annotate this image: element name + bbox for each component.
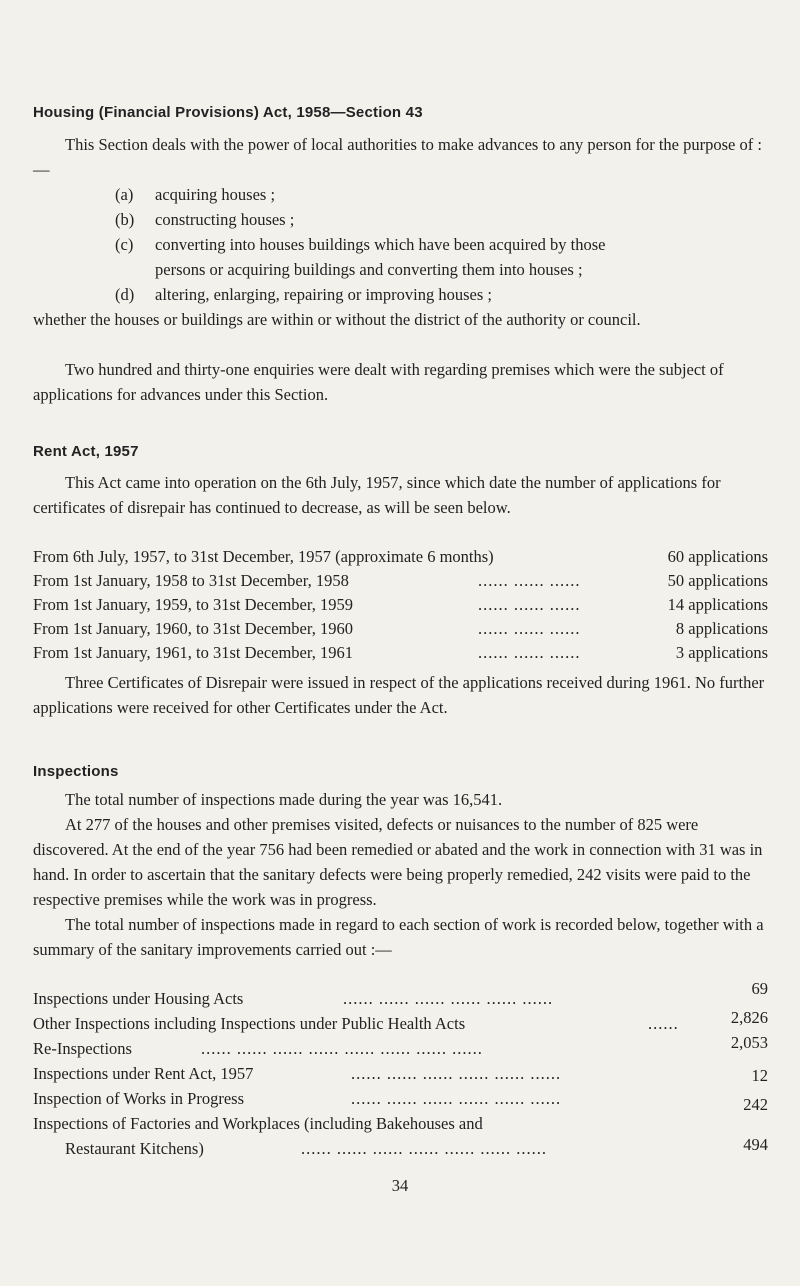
- inspection-row-restaurant-kitchens: Restaurant Kitchens) ...... ...... ...... ...... ...... ...... ...... 494: [65, 1135, 768, 1158]
- purpose-item-d: (d) altering, enlarging, repairing or improving houses ;: [115, 285, 492, 304]
- section-heading-inspections: Inspections: [33, 763, 119, 780]
- inspections-summary-text: The total number of inspections made in regard to each section of work is recorded below, together with a summary of the sanitary improvements carried out :—: [33, 915, 764, 959]
- purpose-item-b: (b) constructing houses ;: [115, 210, 295, 229]
- inspections-defects-text: At 277 of the houses and other premises visited, defects or nuisances to the number of 825 were discovered. At the end of the year 756 had been remedied or abated and the work in connection with 31 was in hand. In order to ascertain that the sanitary defects were being properly remedied, 242 visits were paid to the respective premises while the work was in progress.: [33, 815, 763, 909]
- housing-enquiries-text: Two hundred and thirty-one enquiries were dealt with regarding premises which were the subject of applications for advances under this Section.: [33, 360, 724, 404]
- rent-act-intro-paragraph: [33, 470, 768, 520]
- inspection-row-re-inspections: Re-Inspections ...... ...... ...... ...... ...... ...... ...... ...... 2,053: [33, 1033, 768, 1058]
- inspections-defects-paragraph: [33, 812, 768, 912]
- housing-after-paragraph: whether the houses or buildings are within or without the district of the authority or council.: [33, 310, 641, 329]
- inspection-row-works-in-progress: Inspection of Works in Progress ...... ...... ...... ...... ...... ...... 242: [33, 1089, 768, 1114]
- inspection-row-factories: Inspections of Factories and Workplaces (including Bakehouses and: [33, 1114, 483, 1133]
- inspections-total-text: The total number of inspections made during the year was 16,541.: [65, 790, 503, 809]
- rent-row-1960: From 1st January, 1960, to 31st December, 1960 ...... ...... ...... 8 applications: [33, 619, 768, 638]
- section-heading-rent-act: Rent Act, 1957: [33, 443, 139, 460]
- purpose-item-c-continued: persons or acquiring buildings and converting them into houses ;: [155, 260, 583, 279]
- housing-intro-text: This Section deals with the power of local authorities to make advances to any person for the purpose of :—: [33, 135, 762, 179]
- purpose-item-c: (c) converting into houses buildings which have been acquired by those: [115, 235, 606, 254]
- purpose-item-a: (a) acquiring houses ;: [115, 185, 276, 204]
- housing-intro-paragraph: [33, 132, 768, 182]
- inspection-row-public-health: Other Inspections including Inspections under Public Health Acts ...... 2,826: [33, 1008, 768, 1033]
- rent-row-1959: From 1st January, 1959, to 31st December, 1959 ...... ...... ...... 14 applications: [33, 595, 768, 614]
- rent-act-intro-text: This Act came into operation on the 6th July, 1957, since which date the number of applications for certificates of disrepair has continued to decrease, as will be seen below.: [33, 473, 721, 517]
- housing-enquiries-paragraph: [33, 357, 768, 407]
- inspections-total-paragraph: [33, 787, 768, 812]
- rent-act-closing-text: Three Certificates of Disrepair were issued in respect of the applications received during 1961. No further applications were received for other Certificates under the Act.: [33, 673, 765, 717]
- inspection-row-housing-acts: Inspections under Housing Acts ...... ...... ...... ...... ...... ...... 69: [33, 979, 768, 1008]
- inspections-summary-paragraph: [33, 912, 768, 962]
- rent-row-1958: From 1st January, 1958 to 31st December, 1958 ...... ...... ...... 50 applications: [33, 571, 768, 590]
- rent-act-closing-paragraph: [33, 670, 768, 720]
- rent-row-1961: From 1st January, 1961, to 31st December, 1961 ...... ...... ...... 3 applications: [33, 643, 768, 662]
- rent-row-1957: From 6th July, 1957, to 31st December, 1957 (approximate 6 months) 60 applications: [33, 547, 768, 566]
- section-heading-housing: Housing (Financial Provisions) Act, 1958—Section 43: [33, 104, 423, 121]
- inspection-row-rent-act: Inspections under Rent Act, 1957 ...... ...... ...... ...... ...... ...... 12: [33, 1064, 768, 1085]
- page-number: 34: [391, 1176, 409, 1195]
